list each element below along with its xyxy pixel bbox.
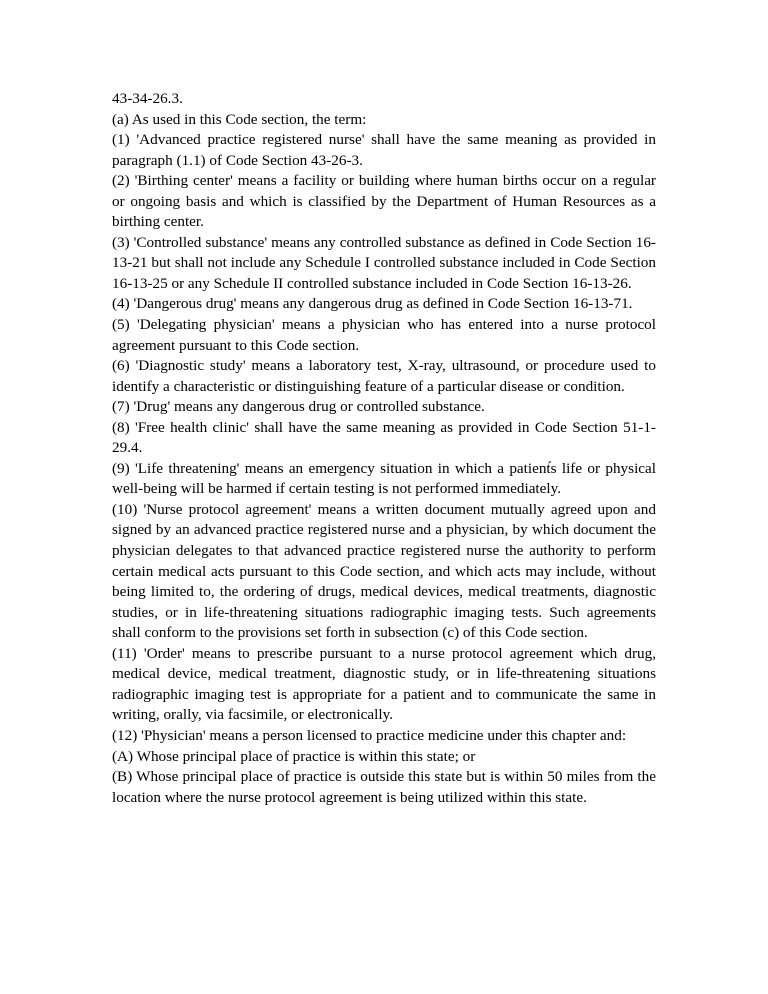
definition-10-nurse-protocol-agreement: (10) 'Nurse protocol agreement' means a written document mutually agreed upon and signed by an advanced practice registered nurse and a physician, by which document the physician delegates to that advanced practice registered nurse the authority to perform certain medical acts pursuant to this Code section, and which acts may include, without being limited to, the ordering of drugs, medical devices, medical treatments, diagnostic studies, or in life-threatening situations radiographic imaging tests. Such agreements shall conform to the provisions set forth in subsection (c) of this Code section. xyxy=(112,500,656,642)
definition-11-order: (11) 'Order' means to prescribe pursuant to a nurse protocol agreement which drug, medical device, medical treatment, diagnostic study, or in life-threatening situations radiographic imaging test is appropriate for a patient and to communicate the same in writing, orally, via facsimile, or electronically. xyxy=(112,644,656,724)
definition-8-free-health-clinic: (8) 'Free health clinic' shall have the same meaning as provided in Code Section 51-1-29.4. xyxy=(112,418,656,457)
definition-9-life-threatening: (9) 'Life threatening' means an emergency situation in which a patient́s life or physical well-being will be harmed if certain testing is not performed immediately. xyxy=(112,459,656,498)
document-body xyxy=(112,89,656,808)
definition-12-physician: (12) 'Physician' means a person licensed to practice medicine under this chapter and: xyxy=(112,726,627,744)
definition-12-subparagraph-a: (A) Whose principal place of practice is within this state; or xyxy=(112,747,476,765)
definition-4-dangerous-drug: (4) 'Dangerous drug' means any dangerous drug as defined in Code Section 16-13-71. xyxy=(112,295,633,313)
definition-7-drug: (7) 'Drug' means any dangerous drug or controlled substance. xyxy=(112,398,485,416)
section-number: 43-34-26.3. xyxy=(112,90,183,107)
definition-2-birthing-center: (2) 'Birthing center' means a facility or building where human births occur on a regular or ongoing basis and which is classified by the Department of Human Resources as a birthing center. xyxy=(112,172,656,231)
definition-12-subparagraph-b: (B) Whose principal place of practice is outside this state but is within 50 miles from the location where the nurse protocol agreement is being utilized within this state. xyxy=(112,768,656,806)
paragraph-a: (a) As used in this Code section, the term: xyxy=(112,110,367,128)
definition-1-advanced-practice-registered-nurse: (1) 'Advanced practice registered nurse' shall have the same meaning as provided in paragraph (1.1) of Code Section 43-26-3. xyxy=(112,131,656,169)
definition-6-diagnostic-study: (6) 'Diagnostic study' means a laboratory test, X-ray, ultrasound, or procedure used to identify a characteristic or distinguishing feature of a particular disease or condition. xyxy=(112,357,656,395)
definition-3-controlled-substance: (3) 'Controlled substance' means any controlled substance as defined in Code Section 16-13-21 but shall not include any Schedule I controlled substance included in Code Section 16-13-25 or any Schedule II controlled substance included in Code Section 16-13-26. xyxy=(112,233,656,292)
definition-5-delegating-physician: (5) 'Delegating physician' means a physician who has entered into a nurse protocol agreement pursuant to this Code section. xyxy=(112,316,656,354)
